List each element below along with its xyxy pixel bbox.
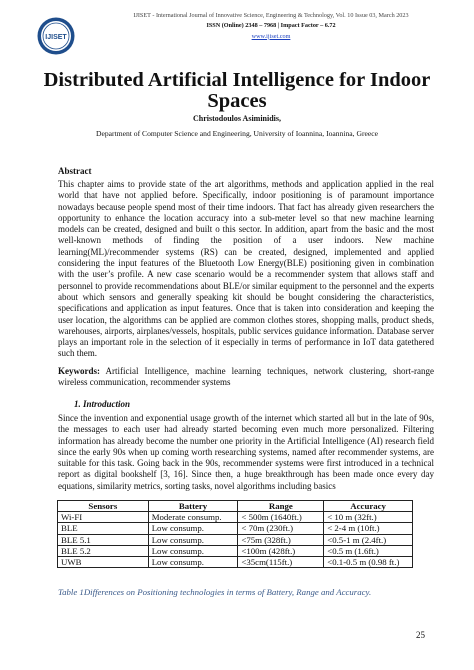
journal-citation: IJISET - International Journal of Innovative Science, Engineering & Technology, Vol. 10 Issue 03, March 2023 [133,12,409,19]
table-cell: BLE 5.2 [58,545,149,556]
table-cell: Low consump. [148,545,238,556]
table-cell: <0.5-1 m (2.4ft.) [324,534,413,545]
table-cell: < 70m (230ft.) [238,523,324,534]
positioning-table [57,500,413,568]
table-header-cell: Accuracy [324,501,413,512]
journal-header [80,11,462,42]
table-caption: Table 1Differences on Positioning technologies in terms of Battery, Range and Accuracy. [58,587,372,597]
issn-line: ISSN (Online) 2348 – 7968 | Impact Factor – 6.72 [206,22,336,30]
journal-link[interactable]: www.ijiset.com [251,32,291,40]
table-cell: <75m (328ft.) [238,534,324,545]
table-cell: Low consump. [148,557,238,568]
abstract-heading: Abstract [58,166,92,176]
table-header-row [58,501,413,512]
keywords-paragraph [58,366,434,389]
introduction-heading: 1. Introduction [74,399,131,409]
table-cell: BLE 5.1 [58,534,149,545]
page-number: 25 [416,630,425,640]
table-row [58,512,413,523]
keywords-text: Artificial Intelligence, machine learning techniques, network clustering, short-range wireless communication, recommender systems [58,366,434,388]
table-row [58,523,413,534]
svg-text:IJISET: IJISET [45,34,67,41]
journal-logo [36,16,76,56]
table-cell: <0.1-0.5 m (0.98 ft.) [324,557,413,568]
keywords-label: Keywords: [58,366,100,376]
table-cell: < 2-4 m (10ft.) [324,523,413,534]
table-cell: UWB [58,557,149,568]
table-cell: <0.5 m (1.6ft.) [324,545,413,556]
table-header-cell: Battery [148,501,238,512]
author-affiliation: Department of Computer Science and Engineering, University of Ioannina, Ioannina, Greece [96,129,378,138]
author-name: Christodoulos Asiminidis, [192,114,282,123]
table-header-cell: Sensors [58,501,149,512]
table-row [58,534,413,545]
table-cell: Wi-FI [58,512,149,523]
table-cell: Low consump. [148,534,238,545]
paper-title: Distributed Artificial Intelligence for Indoor Spaces [43,69,431,112]
table-header-cell: Range [238,501,324,512]
table-cell: Low consump. [148,523,238,534]
table-cell: < 500m (1640ft.) [238,512,324,523]
table-row [58,545,413,556]
table-cell: Moderate consump. [148,512,238,523]
table-row [58,557,413,568]
table-cell: < 10 m (32ft.) [324,512,413,523]
table-cell: <100m (428ft.) [238,545,324,556]
table-cell: <35cm(115ft.) [238,557,324,568]
introduction-body: Since the invention and exponential usage growth of the internet which started all but in the late of 90s, the messages to each user had already started becoming even much more personalized. Filtering information has already become the number one priority in the Artificial Intelligence (AI) research field since the early 90s when up coming worth researching systems, named after recommender systems, are suitable for this task. Going back in the 90s, recommender systems were first introduced in a technical report as digital bookshelf [3, 16]. Since then, a huge breakthrough has been made once every day equations, similarity metrics, sorting tasks, novel algorithms including basics [58,413,434,491]
table-cell: BLE [58,523,149,534]
abstract-body: This chapter aims to provide state of the art algorithms, methods and application applied in the real world that have not applied before. Specifically, indoor positioning is of paramount importance nowadays because people spend most of their time indoors. That fact has already given researchers the opportunity to enhance the location accuracy into a sub-meter level so that new machine learning models can be created, designed and built o this sector. In addition, apart from the basic and the most well-known methods of finding the position of a user indoors. New machine learning(ML)/recommender systems (RS) can be created, designed, implemented and applied considering the input features of the Bluetooth Low Energy(BLE) positioning given in combination with the user’s profile. A new case scenario would be a recommender system that allows staff and personnel to provide recommendations about BLE/or similar equipment to the personnel and the experts about which sensors and generally speaking kit should be bought considering the characteristics, specifications and application as input features. Once that is taken into consideration and keeping the user location, the algorithms can be applied are common clothes stores, shopping malls, product sheds, warehouses, airports, airplanes/vessels, hospitals, public services guidance information. Database server plays an important role in the selection of it especially in terms of performance in IoT data gatethered such them. [58,179,434,359]
